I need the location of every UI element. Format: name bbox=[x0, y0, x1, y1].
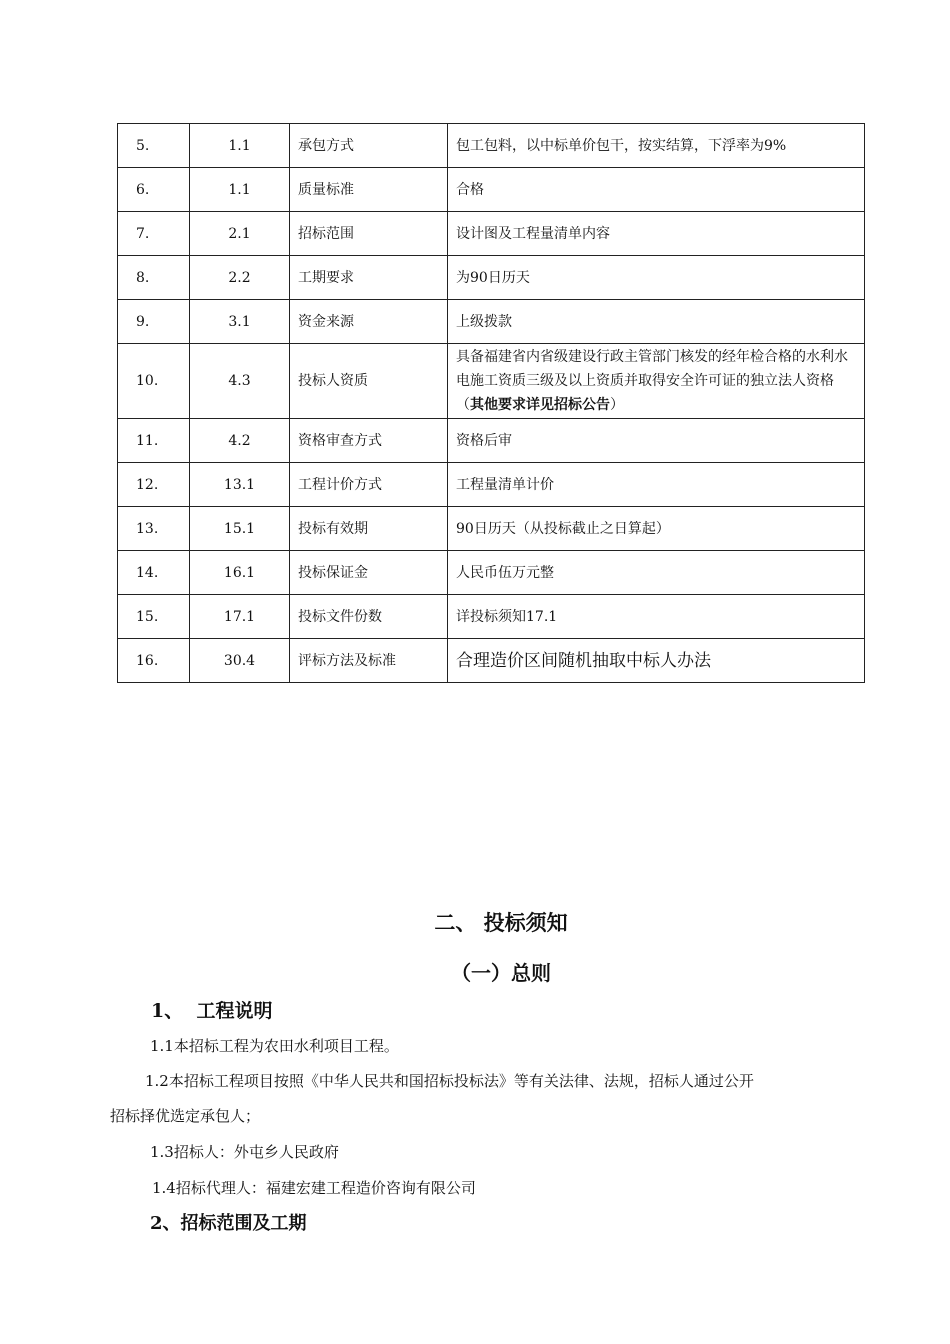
clause-number-cell: 17.1 bbox=[190, 595, 290, 639]
item-name-cell: 招标范围 bbox=[290, 212, 448, 256]
table-row bbox=[118, 344, 865, 419]
content-cell bbox=[448, 344, 865, 419]
content-cell: 包工包料，以中标单价包干，按实结算，下浮率为9% bbox=[448, 124, 865, 168]
row-number-cell: 9. bbox=[118, 300, 190, 344]
item-name-cell: 工程计价方式 bbox=[290, 463, 448, 507]
row-number-cell: 12. bbox=[118, 463, 190, 507]
table-row bbox=[118, 419, 865, 463]
row-number-cell: 16. bbox=[118, 639, 190, 683]
clause-number-cell: 1.1 bbox=[190, 124, 290, 168]
item-name-cell: 资金来源 bbox=[290, 300, 448, 344]
item-name-cell: 承包方式 bbox=[290, 124, 448, 168]
table-row bbox=[118, 507, 865, 551]
item-name-cell: 评标方法及标准 bbox=[290, 639, 448, 683]
row-number-cell: 14. bbox=[118, 551, 190, 595]
content-cell: 详投标须知17.1 bbox=[448, 595, 865, 639]
clause-number-cell: 3.1 bbox=[190, 300, 290, 344]
paragraph-1-2-line2: 招标择优选定承包人； bbox=[110, 1107, 261, 1125]
content-cell: 上级拨款 bbox=[448, 300, 865, 344]
content-cell: 工程量清单计价 bbox=[448, 463, 865, 507]
content-cell: 合理造价区间随机抽取中标人办法 bbox=[448, 639, 865, 683]
item-name-cell: 投标文件份数 bbox=[290, 595, 448, 639]
section-subtitle: （一）总则 bbox=[451, 961, 551, 985]
table-row bbox=[118, 124, 865, 168]
paragraph-1-4: 1.4招标代理人：福建宏建工程造价咨询有限公司 bbox=[152, 1179, 476, 1197]
bid-data-table bbox=[117, 123, 865, 683]
table-row bbox=[118, 168, 865, 212]
content-bold-text: 其他要求详见招标公告 bbox=[470, 397, 610, 413]
table-row bbox=[118, 300, 865, 344]
paragraph-1-3: 1.3招标人：外屯乡人民政府 bbox=[150, 1143, 339, 1161]
clause-number-cell: 13.1 bbox=[190, 463, 290, 507]
item-name-cell: 投标人资质 bbox=[290, 344, 448, 419]
table-row bbox=[118, 256, 865, 300]
clause-number-cell: 2.1 bbox=[190, 212, 290, 256]
heading-project-description: 1、 工程说明 bbox=[151, 1000, 273, 1022]
row-number-cell: 8. bbox=[118, 256, 190, 300]
content-tail-text: ） bbox=[610, 397, 624, 413]
table-row bbox=[118, 551, 865, 595]
row-number-cell: 11. bbox=[118, 419, 190, 463]
content-cell: 设计图及工程量清单内容 bbox=[448, 212, 865, 256]
row-number-cell: 13. bbox=[118, 507, 190, 551]
content-cell: 合格 bbox=[448, 168, 865, 212]
clause-number-cell: 4.3 bbox=[190, 344, 290, 419]
clause-number-cell: 30.4 bbox=[190, 639, 290, 683]
row-number-cell: 10. bbox=[118, 344, 190, 419]
clause-number-cell: 2.2 bbox=[190, 256, 290, 300]
row-number-cell: 5. bbox=[118, 124, 190, 168]
clause-number-cell: 1.1 bbox=[190, 168, 290, 212]
row-number-cell: 6. bbox=[118, 168, 190, 212]
paragraph-1-1: 1.1本招标工程为农田水利项目工程。 bbox=[150, 1037, 399, 1055]
content-text: 具备福建省内省级建设行政主管部门核发的经年检合格的水利水电施工资质三级及以上资质并取得安全许可证的独立法人资格（ bbox=[456, 349, 848, 413]
row-number-cell: 15. bbox=[118, 595, 190, 639]
table-row bbox=[118, 212, 865, 256]
content-cell: 资格后审 bbox=[448, 419, 865, 463]
section-title: 二、 投标须知 bbox=[434, 910, 568, 935]
item-name-cell: 资格审查方式 bbox=[290, 419, 448, 463]
item-name-cell: 质量标准 bbox=[290, 168, 448, 212]
content-cell: 为90日历天 bbox=[448, 256, 865, 300]
table-row bbox=[118, 639, 865, 683]
paragraph-1-2-line1: 1.2本招标工程项目按照《中华人民共和国招标投标法》等有关法律、法规，招标人通过公开 bbox=[145, 1072, 754, 1090]
clause-number-cell: 4.2 bbox=[190, 419, 290, 463]
row-number-cell: 7. bbox=[118, 212, 190, 256]
item-name-cell: 投标有效期 bbox=[290, 507, 448, 551]
heading-scope-and-period: 2、招标范围及工期 bbox=[150, 1213, 307, 1234]
table-row bbox=[118, 595, 865, 639]
content-cell: 人民币伍万元整 bbox=[448, 551, 865, 595]
item-name-cell: 工期要求 bbox=[290, 256, 448, 300]
clause-number-cell: 16.1 bbox=[190, 551, 290, 595]
table-row bbox=[118, 463, 865, 507]
item-name-cell: 投标保证金 bbox=[290, 551, 448, 595]
content-cell: 90日历天（从投标截止之日算起） bbox=[448, 507, 865, 551]
clause-number-cell: 15.1 bbox=[190, 507, 290, 551]
